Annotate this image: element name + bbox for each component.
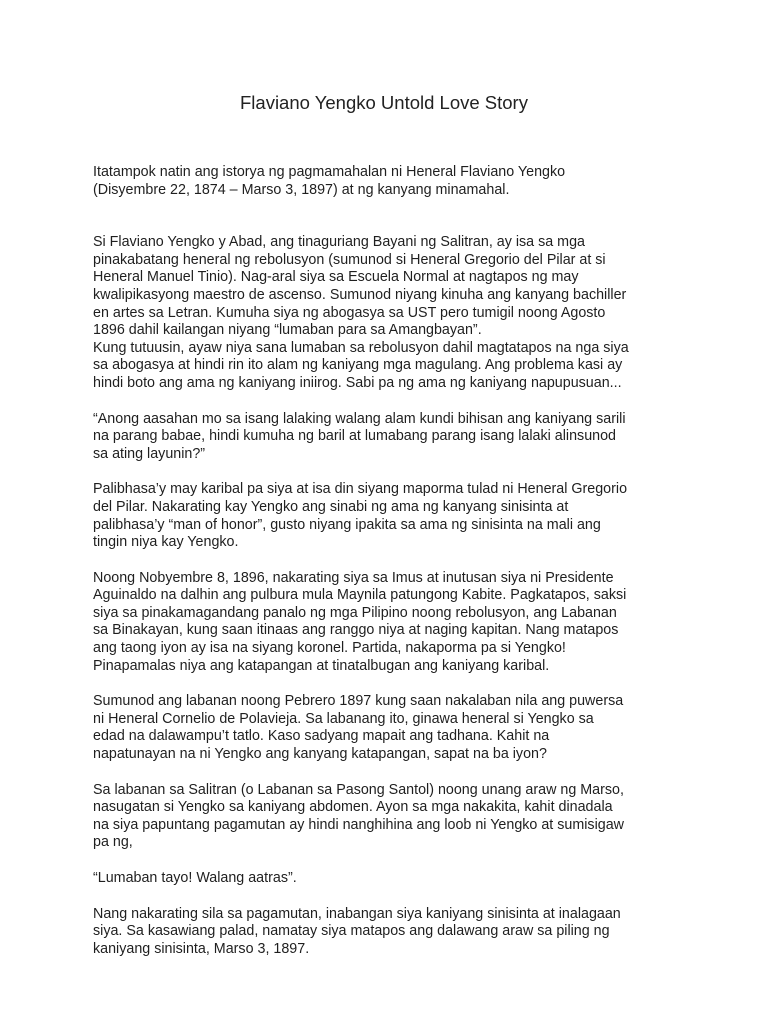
text-line: Heneral Manuel Tinio). Nag-aral siya sa Escuela Normal at nagtapos ng may	[93, 269, 579, 286]
text-line: (Disyembre 22, 1874 – Marso 3, 1897) at ng kanyang minamahal.	[93, 181, 510, 198]
text-line: 1896 dahil kailangan niyang “lumaban para sa Amangbayan”.	[93, 322, 482, 339]
paragraph-gap	[93, 675, 693, 693]
paragraph-salitran	[93, 782, 693, 852]
text-line: sa abogasya at hindi rin ito alam ng kaniyang mga magulang. Ang problema kasi ay	[93, 357, 623, 374]
paragraph-february	[93, 693, 693, 763]
text-line: tingin niya kay Yengko.	[93, 534, 239, 551]
text-line: hindi boto ang ama ng kaniyang iniirog. Sabi pa ng ama ng kaniyang napupusuan...	[93, 374, 622, 391]
text-line: Sumunod ang labanan noong Pebrero 1897 kung saan nakalaban nila ang puwersa	[93, 693, 624, 710]
paragraph-gap	[93, 199, 693, 234]
text-line: Aguinaldo na dalhin ang pulbura mula Maynila patungong Kabite. Pagkatapos, saksi	[93, 587, 627, 604]
text-line: siya sa pinakamagandang panalo ng mga Pilipino noong rebolusyon, ang Labanan	[93, 604, 617, 621]
text-line: Pinapamalas niya ang katapangan at tinatalbugan ang kaniyang karibal.	[93, 657, 550, 674]
paragraph-biography	[93, 234, 693, 340]
text-line: na siya papuntang pagamutan ay hindi nanghihina ang loob ni Yengko at sumisigaw	[93, 816, 624, 833]
text-line: pinakabatang heneral ng rebolusyon (sumunod si Heneral Gregorio del Pilar at si	[93, 251, 606, 268]
text-line: Noong Nobyembre 8, 1896, nakarating siya sa Imus at inutusan siya ni Presidente	[93, 569, 614, 586]
document-title: Flaviano Yengko Untold Love Story	[240, 92, 528, 113]
text-line: nasugatan si Yengko sa kaniyang abdomen. Ayon sa mga nakakita, kahit dinadala	[93, 799, 613, 816]
paragraph-gap	[93, 463, 693, 481]
text-line: siya. Sa kasawiang palad, namatay siya matapos ang dalawang araw sa piling ng	[93, 923, 610, 940]
paragraph-imus	[93, 570, 693, 676]
text-line: edad na dalawampu’t tatlo. Kaso sadyang mapait ang tadhana. Kahit na	[93, 728, 550, 745]
text-line: kwalipikasyong maestro de ascenso. Sumunod niyang kinuha ang kanyang bachiller	[93, 286, 627, 303]
text-line: sa ating layunin?”	[93, 445, 206, 462]
paragraph-death	[93, 906, 693, 959]
paragraph-gap	[93, 552, 693, 570]
text-line: sa Binakayan, kung saan itinaas ang ranggo niya at naging kapitan. Nang matapos	[93, 622, 619, 639]
text-line: “Lumaban tayo! Walang aatras”.	[93, 870, 297, 886]
paragraph-gap	[93, 393, 693, 411]
text-line: na parang babae, hindi kumuha ng baril at lumabang parang isang lalaki alinsunod	[93, 428, 617, 445]
text-line: Nang nakarating sila sa pagamutan, inabangan siya kaniyang sinisinta at inalagaan	[93, 905, 621, 922]
paragraph-reluctance	[93, 340, 693, 393]
paragraph-battle-cry	[93, 870, 693, 888]
text-line: pa ng,	[93, 834, 133, 851]
text-line: Si Flaviano Yengko y Abad, ang tinaguriang Bayani ng Salitran, ay isa sa mga	[93, 234, 585, 251]
text-line: kaniyang sinisinta, Marso 3, 1897.	[93, 940, 310, 957]
text-line: ni Heneral Cornelio de Polavieja. Sa labanang ito, ginawa heneral si Yengko sa	[93, 710, 594, 727]
text-line: Palibhasa’y may karibal pa siya at isa din siyang maporma tulad ni Heneral Gregorio	[93, 481, 628, 498]
paragraph-gap	[93, 852, 693, 870]
paragraph-gap	[93, 764, 693, 782]
paragraph-gap	[93, 888, 693, 906]
text-line: en artes sa Letran. Kumuha siya ng abogasya sa UST pero tumigil noong Agosto	[93, 304, 606, 321]
paragraph-rival	[93, 481, 693, 551]
text-line: Sa labanan sa Salitran (o Labanan sa Pasong Santol) noong unang araw ng Marso,	[93, 781, 624, 798]
text-line: Kung tutuusin, ayaw niya sana lumaban sa rebolusyon dahil magtatapos na nga siya	[93, 339, 629, 356]
paragraph-father-quote	[93, 411, 693, 464]
text-line: ang taong iyon ay isa na siyang koronel. Partida, nakaporma pa si Yengko!	[93, 640, 566, 657]
text-line: palibhasa’y “man of honor”, gusto niyang ipakita sa ama ng sinisinta na mali ang	[93, 516, 601, 533]
text-line: “Anong aasahan mo sa isang lalaking walang alam kundi bihisan ang kaniyang sarili	[93, 410, 626, 427]
text-line: Itatampok natin ang istorya ng pagmamahalan ni Heneral Flaviano Yengko	[93, 164, 566, 180]
document-body	[93, 164, 693, 958]
paragraph-intro	[93, 164, 693, 199]
text-line: napatunayan na ni Yengko ang kanyang katapangan, sapat na ba iyon?	[93, 746, 547, 763]
text-line: del Pilar. Nakarating kay Yengko ang sinabi ng ama ng kanyang sinisinta at	[93, 498, 569, 515]
